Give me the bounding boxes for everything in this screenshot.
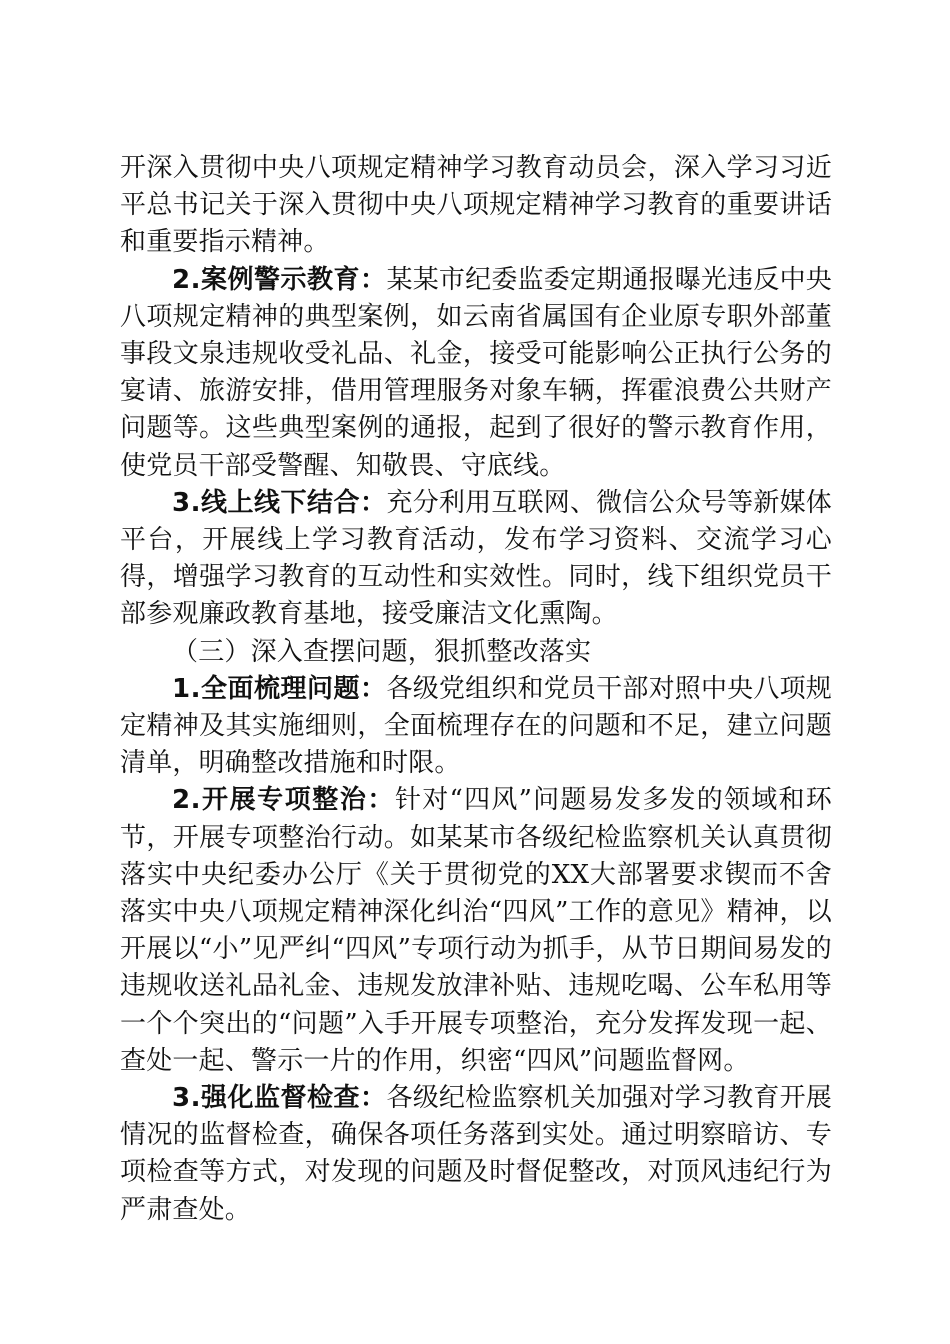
paragraph-continuation — [120, 150, 832, 262]
section-heading-text: （三）深入查摆问题，狠抓整改落实 — [172, 636, 592, 667]
paragraph-heading: 2.开展专项整治： — [172, 785, 395, 816]
paragraph-text: 各级党组织和党员干部对照中央八项规定精神及其实施细则，全面梳理存在的问题和不足，建立问题清单，明确整改措施和时限。 — [120, 673, 832, 779]
document-page — [120, 150, 832, 1229]
paragraph-text: 各级纪检监察机关加强对学习教育开展情况的监督检查，确保各项任务落到实处。通过明察暗访、专项检查等方式，对发现的问题及时督促整改，对顶风违纪行为严肃查处。 — [120, 1083, 832, 1225]
section-heading-three — [120, 634, 832, 671]
paragraph-online-offline — [120, 485, 832, 634]
paragraph-text: 开深入贯彻中央八项规定精神学习教育动员会，深入学习习近平总书记关于深入贯彻中央八项规定精神学习教育的重要讲话和重要指示精神。 — [120, 153, 832, 258]
paragraph-supervision-inspection — [120, 1080, 832, 1229]
paragraph-heading: 3.线上线下结合： — [172, 487, 387, 518]
paragraph-review-problems — [120, 671, 832, 783]
paragraph-text: 某某市纪委监委定期通报曝光违反中央八项规定精神的典型案例，如云南省属国有企业原专职外部董事段文泉违规收受礼品、礼金，接受可能影响公正执行公务的宴请、旅游安排，借用管理服务对象车辆，挥霍浪费公共财产问题等。这些典型案例的通报，起到了很好的警示教育作用，使党员干部受警醒、知敬畏、守底线。 — [120, 264, 832, 481]
paragraph-text: 充分利用互联网、微信公众号等新媒体平台，开展线上学习教育活动，发布学习资料、交流学习心得，增强学习教育的互动性和实效性。同时，线下组织党员干部参观廉政教育基地，接受廉洁文化熏陶。 — [120, 487, 832, 630]
paragraph-heading: 2.案例警示教育： — [172, 264, 387, 295]
paragraph-heading: 3.强化监督检查： — [172, 1083, 387, 1114]
paragraph-special-rectification — [120, 782, 832, 1080]
paragraph-heading: 1.全面梳理问题： — [172, 673, 387, 704]
paragraph-case-warning-education — [120, 262, 832, 485]
paragraph-text: 针对“四风”问题易发多发的领域和环节，开展专项整治行动。如某某市各级纪检监察机关认真贯彻落实中央纪委办公厅《关于贯彻党的XX大部署要求锲而不舍落实中央八项规定精神深化纠治“四风”工作的意见》精神，以开展以“小”见严纠“四风”专项行动为抓手，从节日期间易发的违规收送礼品礼金、违规发放津补贴、违规吃喝、公车私用等一个个突出的“问题”入手开展专项整治，充分发挥发现一起、查处一起、警示一片的作用，织密“四风”问题监督网。 — [120, 785, 832, 1076]
